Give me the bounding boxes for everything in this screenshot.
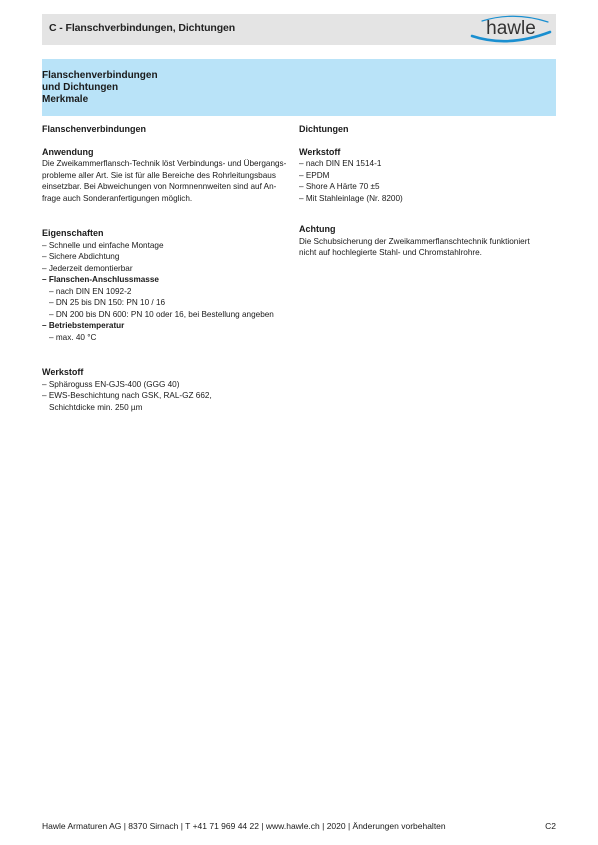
header-title: C - Flanschverbindungen, Dichtungen xyxy=(49,22,236,34)
footer-text: Hawle Armaturen AG | 8370 Sirnach | T +41 71 969 44 22 | www.hawle.ch | 2020 | Änderungen vorbehalten xyxy=(42,821,446,831)
svg-text:hawle: hawle xyxy=(486,18,536,39)
section-banner xyxy=(42,59,556,116)
list-item: – DN 25 bis DN 150: PN 10 / 16 xyxy=(49,298,166,307)
list-item: – Flanschen-Anschlussmasse xyxy=(42,275,159,284)
right-column xyxy=(299,124,556,259)
achtung-title: Achtung xyxy=(299,224,336,234)
list-item: – nach DIN EN 1092-2 xyxy=(49,286,132,296)
list-item: – Sichere Abdichtung xyxy=(42,252,120,261)
anwendung-title: Anwendung xyxy=(42,146,94,157)
banner-line-3: Merkmale xyxy=(42,94,89,105)
page-number: C2 xyxy=(545,821,556,831)
list-item: – Jederzeit demontierbar xyxy=(42,263,133,273)
werkstoff-title: Werkstoff xyxy=(42,367,84,377)
page-header xyxy=(42,14,556,45)
anwendung-line: einsetzbar. Bei Abweichungen von Normnennweiten sind auf An- xyxy=(42,182,277,191)
list-item: – EPDM xyxy=(299,170,330,180)
list-item: – max. 40 °C xyxy=(49,332,97,342)
list-item: – EWS-Beschichtung nach GSK, RAL-GZ 662, xyxy=(42,391,212,400)
list-item: – DN 200 bis DN 600: PN 10 oder 16, bei Bestellung angeben xyxy=(49,309,274,319)
left-column xyxy=(42,124,292,413)
banner-line-1: Flanschenverbindungen xyxy=(42,70,158,81)
right-heading: Dichtungen xyxy=(299,124,349,134)
werkstoff-title: Werkstoff xyxy=(299,146,341,157)
banner-line-2: und Dichtungen xyxy=(42,82,119,93)
list-item: – nach DIN EN 1514-1 xyxy=(299,159,382,168)
list-item: – Shore A Härte 70 ±5 xyxy=(299,182,380,191)
hawle-logo xyxy=(468,12,554,46)
achtung-line: Die Schubsicherung der Zweikammerflanschtechnik funktioniert xyxy=(299,236,530,246)
achtung-line: nicht auf hochlegierte Stahl- und Chromstahlrohre. xyxy=(299,248,482,257)
anwendung-line: frage auch Sonderanfertigungen möglich. xyxy=(42,193,193,203)
list-item: Schichtdicke min. 250 µm xyxy=(49,402,143,412)
anwendung-line: Die Zweikammerflansch-Technik löst Verbindungs- und Übergangs- xyxy=(42,159,287,168)
list-item: – Mit Stahleinlage (Nr. 8200) xyxy=(299,193,403,203)
left-heading: Flanschenverbindungen xyxy=(42,124,147,134)
list-item: – Sphäroguss EN-GJS-400 (GGG 40) xyxy=(42,379,180,389)
list-item: – Schnelle und einfache Montage xyxy=(42,240,164,250)
eigenschaften-title: Eigenschaften xyxy=(42,228,104,238)
anwendung-line: probleme aller Art. Sie ist für alle Bereiche des Rohrleitungsbaus xyxy=(42,170,276,180)
list-item: – Betriebstemperatur xyxy=(42,321,125,330)
